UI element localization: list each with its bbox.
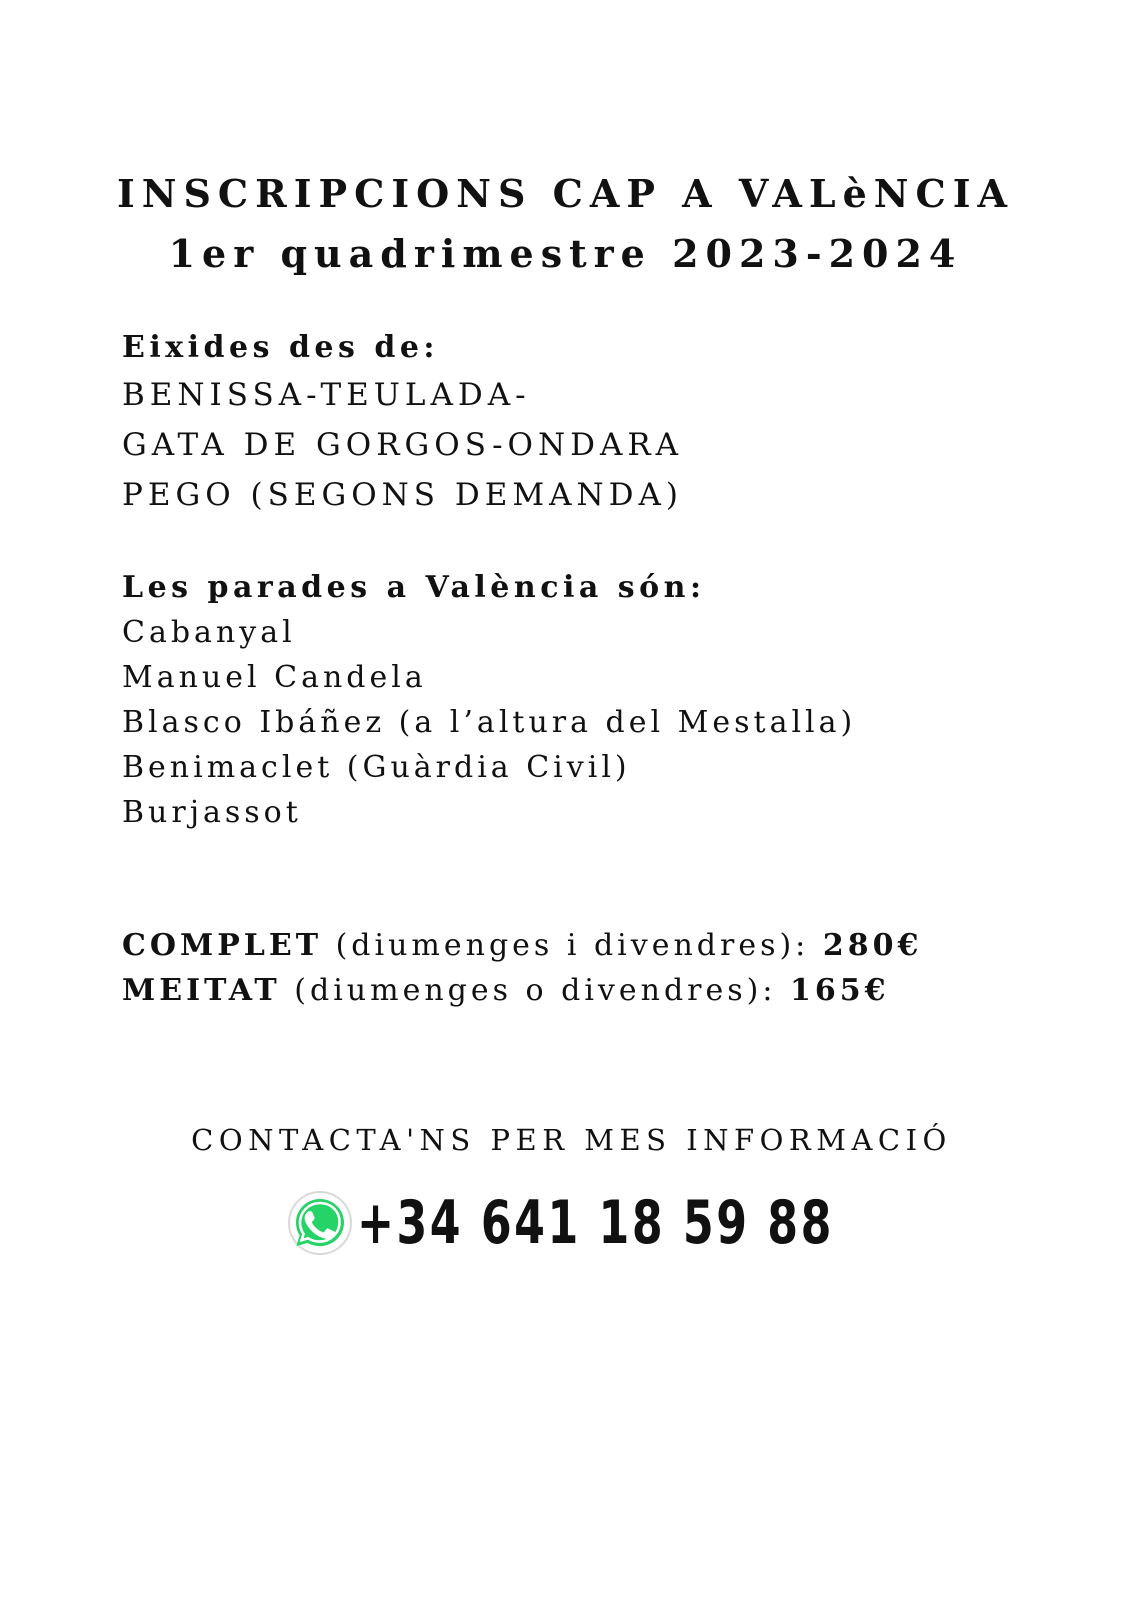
contact-text: CONTACTA'NS PER MES INFORMACIÓ: [191, 1123, 952, 1157]
departure-line: BENISSA-TEULADA-: [122, 377, 531, 413]
stop-item: Manuel Candela: [122, 660, 427, 695]
price-amount: 280€: [822, 928, 923, 963]
stop-item: Cabanyal: [122, 615, 296, 650]
phone-contact[interactable]: [287, 1183, 939, 1263]
price-detail: (diumenges i divendres):: [322, 928, 823, 963]
departure-line: GATA DE GORGOS-ONDARA: [122, 427, 684, 463]
price-keyword: COMPLET: [122, 928, 323, 963]
price-keyword: MEITAT: [122, 973, 281, 1008]
price-amount: 165€: [790, 973, 890, 1008]
title-line-1: INSCRIPCIONS CAP A VALèNCIA: [116, 171, 1015, 216]
stop-item: Benimaclet (Guàrdia Civil): [122, 750, 631, 785]
stops-label: Les parades a València són:: [122, 570, 706, 605]
departure-line: PEGO (SEGONS DEMANDA): [122, 477, 683, 513]
price-detail: (diumenges o divendres):: [280, 973, 790, 1008]
stop-item: Burjassot: [122, 795, 302, 830]
whatsapp-icon: [287, 1190, 353, 1256]
price-row-complet: [122, 928, 923, 963]
stop-item: Blasco Ibáñez (a l’altura del Mestalla): [122, 705, 857, 740]
price-row-meitat: [122, 973, 890, 1008]
title-line-2: 1er quadrimestre 2023-2024: [168, 231, 963, 276]
phone-number[interactable]: +34 641 18 59 88: [357, 1188, 834, 1258]
departures-label: Eixides des de:: [122, 330, 439, 365]
